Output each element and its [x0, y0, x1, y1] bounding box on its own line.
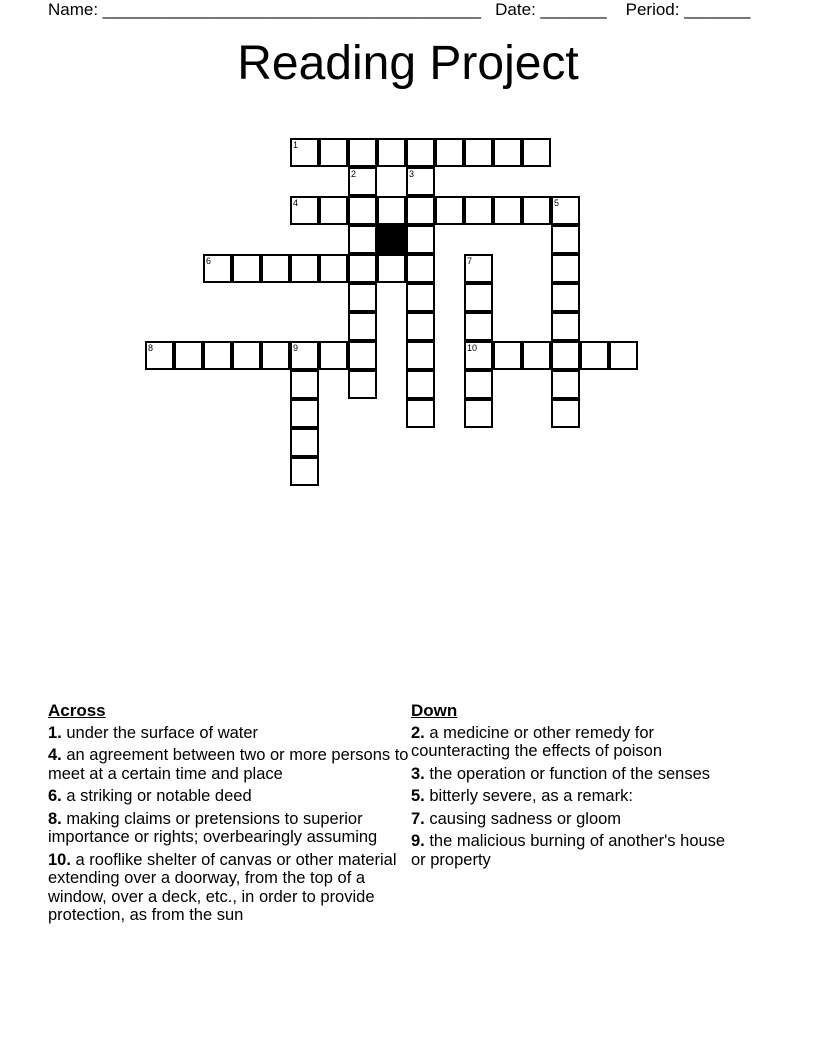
grid-cell[interactable]: [348, 167, 377, 196]
clue-number: 1.: [48, 723, 62, 742]
grid-cell[interactable]: [290, 457, 319, 486]
cell-number: 6: [206, 256, 212, 266]
clue-number: 7.: [411, 809, 425, 828]
down-clue: [411, 832, 731, 869]
grid-cell[interactable]: [261, 341, 290, 370]
grid-cell[interactable]: [348, 341, 377, 370]
grid-cell[interactable]: [464, 254, 493, 283]
grid-cell[interactable]: [493, 196, 522, 225]
grid-cell[interactable]: [522, 138, 551, 167]
clue-text: making claims or pretensions to superior importance or rights; overbearingly assuming: [48, 809, 378, 846]
grid-cell[interactable]: [319, 196, 348, 225]
grid-cell[interactable]: [551, 225, 580, 254]
name-field[interactable]: Name: ________________________________________: [48, 0, 481, 19]
grid-cell[interactable]: [551, 399, 580, 428]
cell-number: 2: [351, 169, 357, 179]
grid-cell[interactable]: [406, 225, 435, 254]
across-clue: [48, 851, 410, 925]
clue-number: 8.: [48, 809, 62, 828]
grid-cell[interactable]: [348, 283, 377, 312]
across-clue: [48, 787, 410, 806]
grid-cell[interactable]: [406, 196, 435, 225]
grid-cell[interactable]: [464, 138, 493, 167]
header: [48, 0, 750, 20]
clue-text: bitterly severe, as a remark:: [424, 787, 633, 805]
page-title: Reading Project: [237, 37, 579, 90]
down-heading: Down: [411, 701, 458, 720]
clue-text: a striking or notable deed: [61, 787, 252, 805]
grid-cell[interactable]: [319, 138, 348, 167]
grid-cell[interactable]: [464, 196, 493, 225]
down-clue: [411, 765, 731, 784]
grid-cell[interactable]: [348, 138, 377, 167]
clue-number: 6.: [48, 787, 62, 805]
grid-cell[interactable]: [551, 283, 580, 312]
grid-cell[interactable]: [580, 341, 609, 370]
down-clue: [411, 810, 731, 829]
grid-cell[interactable]: [493, 138, 522, 167]
cell-number: 3: [409, 169, 415, 179]
clue-text: the malicious burning of another's house or property: [411, 832, 726, 869]
clue-text: under the surface of water: [61, 723, 259, 742]
grid-cell[interactable]: [609, 341, 638, 370]
grid-cell[interactable]: [464, 341, 493, 370]
grid-cell[interactable]: [319, 254, 348, 283]
clue-number: 5.: [411, 787, 425, 805]
grid-cell[interactable]: [203, 254, 232, 283]
grid-cell[interactable]: [551, 254, 580, 283]
down-clue: [411, 724, 731, 761]
clue-text: the operation or function of the senses: [424, 764, 711, 783]
grid-cell[interactable]: [522, 341, 551, 370]
black-cell: [377, 225, 406, 254]
clue-text: an agreement between two or more persons to meet at a certain time and place: [48, 746, 409, 783]
grid-cell[interactable]: [290, 370, 319, 399]
grid-cell[interactable]: [203, 341, 232, 370]
grid-cell[interactable]: [348, 254, 377, 283]
grid-cell[interactable]: [406, 312, 435, 341]
grid-cell[interactable]: [174, 341, 203, 370]
grid-cell[interactable]: [406, 370, 435, 399]
clue-text: a medicine or other remedy for counteracting the effects of poison: [411, 723, 663, 760]
across-clue: [48, 810, 410, 847]
cell-number: 9: [293, 343, 299, 353]
grid-cell[interactable]: [348, 312, 377, 341]
grid-cell[interactable]: [377, 196, 406, 225]
cell-number: 8: [148, 343, 154, 353]
grid-cell[interactable]: [406, 254, 435, 283]
period-field[interactable]: Period: _______: [625, 0, 751, 19]
grid-cell[interactable]: [464, 399, 493, 428]
clue-text: causing sadness or gloom: [424, 809, 622, 828]
grid-cell[interactable]: [290, 254, 319, 283]
grid-cell[interactable]: [551, 370, 580, 399]
grid-cell[interactable]: [290, 196, 319, 225]
grid-cell[interactable]: [290, 341, 319, 370]
cell-number: 7: [467, 256, 473, 266]
grid-cell[interactable]: [348, 370, 377, 399]
down-clues: [411, 702, 731, 873]
grid-cell[interactable]: [145, 341, 174, 370]
down-clue: [411, 787, 731, 806]
clue-text: a rooflike shelter of canvas or other material extending over a doorway, from the top of a window, over a deck, etc., in order to provide protection, as from the sun: [48, 850, 397, 924]
across-clues: [48, 702, 410, 929]
grid-cell[interactable]: [290, 428, 319, 457]
grid-cell[interactable]: [406, 283, 435, 312]
grid-cell[interactable]: [261, 254, 290, 283]
grid-cell[interactable]: [406, 399, 435, 428]
clue-number: 10.: [48, 850, 71, 869]
grid-cell[interactable]: [406, 138, 435, 167]
grid-cell[interactable]: [464, 370, 493, 399]
grid-cell[interactable]: [232, 341, 261, 370]
grid-cell[interactable]: [348, 196, 377, 225]
grid-cell[interactable]: [551, 312, 580, 341]
grid-cell[interactable]: [435, 138, 464, 167]
grid-cell[interactable]: [406, 341, 435, 370]
grid-cell[interactable]: [522, 196, 551, 225]
cell-number: 4: [293, 198, 299, 208]
grid-cell[interactable]: [406, 167, 435, 196]
grid-cell[interactable]: [290, 399, 319, 428]
date-field[interactable]: Date: _______: [495, 0, 607, 19]
grid-cell[interactable]: [493, 341, 522, 370]
grid-cell[interactable]: [435, 196, 464, 225]
grid-cell[interactable]: [319, 341, 348, 370]
grid-cell[interactable]: [232, 254, 261, 283]
across-clue: [48, 724, 410, 743]
clue-number: 2.: [411, 723, 425, 742]
across-clue: [48, 746, 410, 783]
clue-number: 4.: [48, 746, 62, 764]
across-heading: Across: [48, 701, 106, 720]
grid-cell[interactable]: [464, 312, 493, 341]
cell-number: 10: [467, 343, 478, 353]
grid-cell[interactable]: [348, 225, 377, 254]
grid-cell[interactable]: [464, 283, 493, 312]
grid-cell[interactable]: [551, 196, 580, 225]
grid-cell[interactable]: [551, 341, 580, 370]
grid-cell[interactable]: [377, 138, 406, 167]
clue-number: 9.: [411, 832, 425, 850]
clue-number: 3.: [411, 764, 425, 783]
cell-number: 1: [293, 140, 299, 150]
grid-cell[interactable]: [377, 254, 406, 283]
grid-cell[interactable]: [290, 138, 319, 167]
cell-number: 5: [554, 198, 560, 208]
